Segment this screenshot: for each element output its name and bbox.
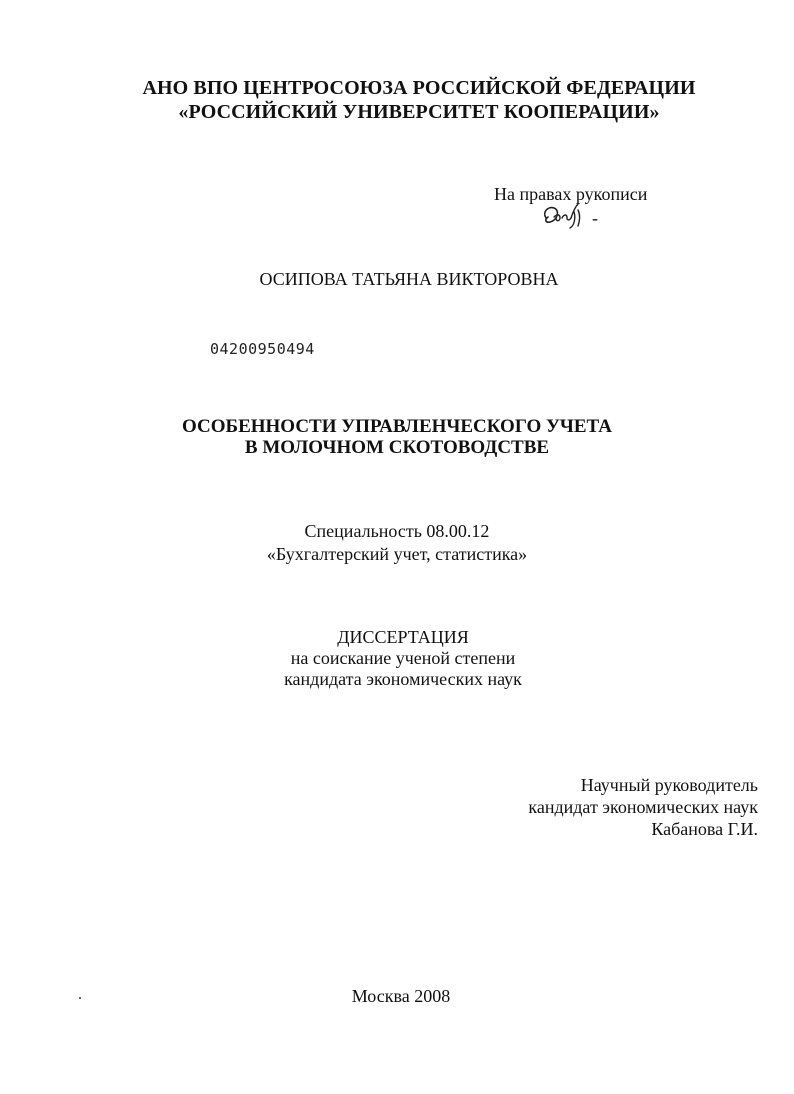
specialty-code: Специальность 08.00.12 (304, 521, 490, 541)
manuscript-rights-note: На правах рукописи (494, 184, 648, 204)
signature-dash: - (592, 208, 598, 228)
dissertation-degree-line1: на соискание ученой степени (290, 648, 516, 668)
supervisor-name: Кабанова Г.И. (651, 819, 758, 839)
supervisor-degree: кандидат экономических наук (528, 797, 758, 817)
dissertation-degree-line2: кандидата экономических наук (284, 669, 522, 689)
library-stamp-number: 04200950494 (210, 340, 315, 358)
institution-name-line1: АНО ВПО ЦЕНТРОСОЮЗА РОССИЙСКОЙ ФЕДЕРАЦИИ (142, 77, 696, 99)
thesis-title-line2: В МОЛОЧНОМ СКОТОВОДСТВЕ (244, 437, 550, 458)
supervisor-role: Научный руководитель (580, 775, 758, 795)
city-year: Москва 2008 (351, 986, 451, 1006)
thesis-title-line1: ОСОБЕННОСТИ УПРАВЛЕНЧЕСКОГО УЧЕТА (182, 416, 612, 437)
author-name: ОСИПОВА ТАТЬЯНА ВИКТОРОВНА (259, 269, 559, 289)
dissertation-heading: ДИССЕРТАЦИЯ (337, 627, 469, 647)
institution-name-line2: «РОССИЙСКИЙ УНИВЕРСИТЕТ КООПЕРАЦИИ» (178, 101, 660, 123)
signature-icon (540, 200, 600, 230)
handwritten-signature (540, 200, 600, 230)
scan-speck (79, 997, 81, 999)
specialty-name: «Бухгалтерский учет, статистика» (266, 544, 528, 564)
